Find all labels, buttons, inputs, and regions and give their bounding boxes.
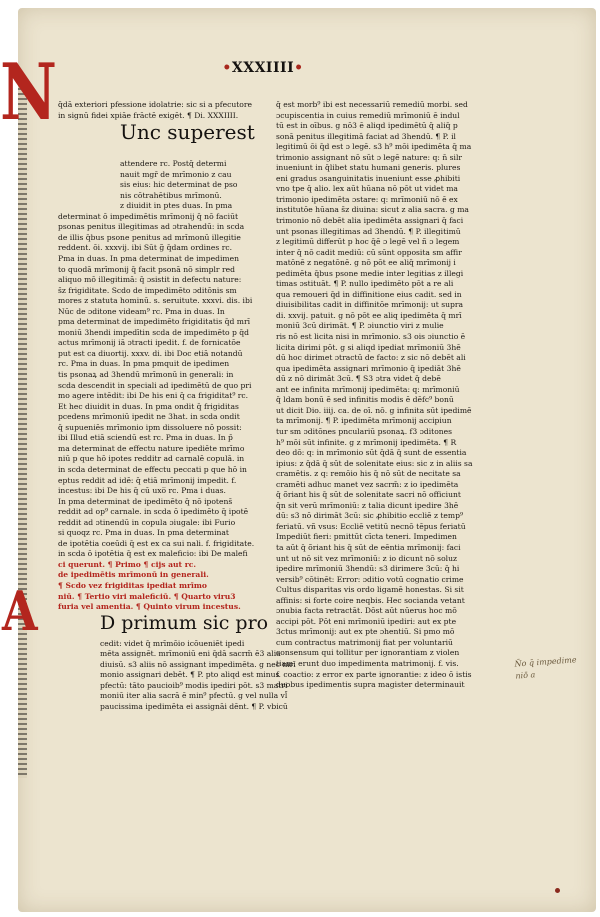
text-line: f. coactio: z error ex parte ignorantie: z ideo ō istis xyxy=(276,669,472,679)
text-line: niū p que hō ipotes redditr ad carnalē copulā. in xyxy=(58,454,245,464)
left-text-column xyxy=(58,100,296,712)
text-line: ta mrīmonij. ¶ P. ipedimēta mrīmonij accipiun xyxy=(276,416,452,426)
decorated-initial-n: N xyxy=(0,47,58,138)
text-line: dū z nō dirimāt 3cū. ¶ S3 ɔtra videt q̄ debē xyxy=(276,374,441,384)
text-line: qua remoueri q̄d in diffinitione eius cadit. sed in xyxy=(276,289,462,299)
text-line: sonā penitus illegitimā faciat ad 3hendū. ¶ P. il xyxy=(276,131,456,141)
book-page xyxy=(0,8,596,912)
text-line: q̄ ldam bonū ē sed infinitis modis ē dēfc⁹ bonū xyxy=(276,395,454,405)
text-line: sis eius: hic determinat de pso xyxy=(120,180,238,190)
text-line: deo dō: q: in mrīmonio sūt q̄dā q̄ sunt de essentia xyxy=(276,448,467,458)
rubric-line: ci querunt. ¶ Primo ¶ cijs aut rc. xyxy=(58,559,196,569)
text-line: Nūc de ɔditone videam⁹ rc. Pma in duas. In xyxy=(58,306,225,316)
text-line: unt ut nō sit vez mrīmoniū: z io dicunt nō soluz xyxy=(276,553,457,563)
text-line: mēta assignēt. mrīmoniū eni q̄dā sacrm̄ ē3 alia xyxy=(100,649,281,659)
text-line: versib⁹ cōtinēt: Error: ɔditio votū cognatio crime xyxy=(276,574,464,584)
text-line: accipi pōt. Pōt eni mrīmoniū ipediri: aut ex pte xyxy=(276,616,457,626)
text-line: scda descendit in speciali ad ipedimētū de quo pri xyxy=(58,380,252,390)
text-line: affinis: si forte coire neqbis. Hec socianda vetant xyxy=(276,595,465,605)
text-line: determinat ō impedimētis mrīmonij q̄ nō faciūt xyxy=(58,211,239,221)
rubric-line: ¶ Scdo vez frigiditas ipediat mrīmo xyxy=(58,580,208,590)
text-line: tis psonaꝝ ad 3hendū mrīmonū in generali: in xyxy=(58,370,234,380)
text-line: ɔcupiscentia in cuius remediū mrīmoniū ē indul xyxy=(276,110,460,120)
text-line: qua ipedimēta assignari mrīmonio q̄ ipediāt 3hē xyxy=(276,363,461,373)
text-line: ta aūt q̄ õriant his q̄ sūt de eēntia mrīmonij: faci xyxy=(276,542,461,552)
text-line: feriatū. vñ vsus: Eccliē vetitū necnō tēpus feriatū xyxy=(276,521,466,531)
decorated-initial-a: A xyxy=(2,579,38,643)
left-indented-lines xyxy=(58,159,276,212)
folio-roman-numeral: XXXIIII xyxy=(231,60,295,76)
text-line: q̄ õriant his q̄ sūt de solenitate sacri nō officiunt xyxy=(276,490,461,500)
text-line: eptus reddit ad idē: q̄ etiā mrīmonij impedit. f. xyxy=(58,475,237,485)
text-line: timas ɔstituāt. ¶ P. nullo ipedimēto pōt a re ali xyxy=(276,279,454,289)
text-line: moniū 3hendi impedītin scda de impedimēto p q̄d xyxy=(58,327,249,337)
text-line: vno tpe q̄ alio. lex aūt hūana nō pōt ut videt ma xyxy=(276,184,458,194)
left-rubric-lines xyxy=(58,560,276,613)
heading-row xyxy=(58,121,276,159)
text-line: dū: s3 nō dirimāt 3cū: sic ꝓhibitio eccliē z temp⁹ xyxy=(276,511,464,521)
text-line: rc. Pma in duas. In pma pmquit de ipedimen xyxy=(58,359,230,369)
text-line: z diuidit in ptes duas. In pma xyxy=(120,201,233,211)
text-line: pma determinat de impedimēto frigiditatis q̄d mrī xyxy=(58,317,251,327)
text-line: Pma in duas. In pma determinat de impedimen xyxy=(58,254,239,264)
text-line: tiam: erunt duo impedimenta matrimonij. f. vis. xyxy=(276,658,459,668)
text-line: mores z statuta hominū. s. seruitute. xxxvi. dis. ibi xyxy=(58,296,253,306)
text-line: cramēti adhuc manet vez sacrm̄: z io ipedimēta xyxy=(276,479,459,489)
text-line: diuisū. s3 aliis nō assignant impedimēta. g nec mrī xyxy=(100,659,296,669)
text-line: tur sm ɔditōnes pnculariū psonaꝝ. f3 ɔditones xyxy=(276,426,453,436)
text-line: q̄dā exteriori pfessione idolatrie: sic si a pfecutore xyxy=(58,100,252,109)
text-line: duobus ipedimentis supra magister determinauit xyxy=(276,680,465,690)
text-line: tū est in oībus. g nō3 ē aliqd ipedimētū q̄ aliq̄ p xyxy=(276,121,458,131)
text-line: trimonio ipedimēta ɔstare: q: mrīmoniū nō ē ex xyxy=(276,194,458,204)
text-line: si quoqz rc. Pma in duas. In pma determinat xyxy=(58,528,229,538)
folio-mark-left: • xyxy=(222,60,232,76)
text-line: in scda determinat de effectu peccati p que hō in xyxy=(58,464,247,474)
text-line: reddent. ōi. xxxvij. ibi Sūt g̃ q̄dam ordines rc. xyxy=(58,243,232,253)
text-line: nis cōtrahētibus mrīmonū. xyxy=(120,190,222,200)
left-top-lines xyxy=(58,100,276,121)
text-line: ipedire mrīmoniū 3hendū: s3 dirimere 3cū: q̄ hi xyxy=(276,564,460,574)
text-line: actus mrīmonij iā ɔtracti ipedit. f. de fornicatōe xyxy=(58,338,241,348)
left-body-lines xyxy=(58,212,276,560)
rubric-line: furia vel amentia. ¶ Quinto virum incestus. xyxy=(58,602,241,612)
text-line: ɔnubia facta retractāt. Dōst aūt nūerus hoc mō xyxy=(276,606,457,616)
text-line: aliquo mō illegitimā: q̄ ɔsistit in defectu nature: xyxy=(58,275,242,285)
text-line: consensum qui tollitur per ignorantiam z violen xyxy=(276,648,460,658)
section-heading: Unc superest xyxy=(120,120,255,145)
text-line: ibi Illud etiā sciendū est rc. Pma in duas. In p̄ xyxy=(58,433,233,443)
text-line: to quodā mrīmonij q̄ facit psonā nō simplr red xyxy=(58,264,235,274)
text-line: In pma determinat de ipedimēto q̄ nō ipotens̄ xyxy=(58,496,233,506)
rubric-line: niū. ¶ Tertio viri maleficiū. ¶ Quarto viru3 xyxy=(58,591,236,601)
text-line: monio assignari debēt. ¶ P. pto aliqd est minus xyxy=(100,670,280,680)
text-line: trimonio assignant nō sūt ɔ legē nature: q: n̄ silr xyxy=(276,152,463,162)
text-line: moniū iter alia sacrā ē min⁹ pfectū. g vel nulla vl̄ xyxy=(100,691,288,701)
text-line: cum contractus matrimonij fiat per voluntariū xyxy=(276,637,453,647)
text-line: pfectū: tāto paucioib⁹ modis ipediri pōt. s3 matri xyxy=(100,680,288,690)
rubric-line: de ipedimētis mrīmonū in generali. xyxy=(58,570,209,580)
text-line: di. xxvij. patuit. g nō pōt ee aliq ipedimēta q̄ mrī xyxy=(276,310,462,320)
text-line: eni gradus ɔsanguinitatis inueniunt esse ꝓhibiti xyxy=(276,173,461,183)
text-line: N̄o q̄ impedime xyxy=(514,655,577,669)
text-line: dū hoc dirimet ɔtractū de facto: z sic nō debēt ali xyxy=(276,353,466,363)
text-line: institutōe hūana s̄z diuina: sicut z alia sacra. g ma xyxy=(276,205,469,215)
text-line: diuisibilitas cadit in diffinitōe mrīmonij: ut supra xyxy=(276,300,464,310)
text-line: reddit ad ɔtinendū in copula ɔiugale: ibi Furio xyxy=(58,517,236,527)
text-line: moniū 3cū dirimāt. ¶ P. ɔiunctio viri z mulie xyxy=(276,321,444,331)
text-line: cedit: videt q̄ mrīmōio icōueniēt ipedi xyxy=(100,638,245,648)
text-line: ut dicit Dio. iiij. ca. de oī. nō. g infinita sūt ipedimē xyxy=(276,405,472,415)
heading2-row xyxy=(58,613,276,639)
left-indented-lines-2 xyxy=(58,638,296,713)
text-line: ris nō est licita nisi in mrīmonio. s3 ois ɔiunctio ē xyxy=(276,332,466,342)
right-text-column xyxy=(276,100,498,691)
text-line: q̄n sit verū mrīmoniū: z talia dicunt ipedire 3hē xyxy=(276,500,459,510)
text-line: licita dirimi pōt. g si aliqd ipediat mrīmoniū 3hē xyxy=(276,342,461,352)
text-line: matōnē z negatōnē. g nō pōt ee aliq̄ mrīmonij i xyxy=(276,258,456,268)
section-heading-2: D primum sic pro xyxy=(100,611,269,634)
text-line: incestus: ibi De his q̄ cū uxo̅ rc. Pma i duas. xyxy=(58,486,226,496)
text-line: trimonio nō debēt alia ipedimēta assignari q̄ faci xyxy=(276,216,464,226)
text-line: q̄ est morb⁹ ibi est necessariū remediū morbi. sed xyxy=(276,100,468,109)
text-line: z legitimū differūt p hoc q̄ē ɔ legē vel ñ ɔ legem xyxy=(276,237,460,247)
text-line: Cultus disparitas vis ordo ligamē honestas. Si sit xyxy=(276,585,464,595)
folio-number xyxy=(218,60,308,76)
text-line: unt psonas illegitimas ad 3hendū. ¶ P. illegitimū xyxy=(276,226,461,236)
ink-mark xyxy=(555,888,560,893)
text-line: ma determinat de effectu nature ipediēte mrīmo xyxy=(58,443,245,453)
text-line: attendere rc. Postq̄ determi xyxy=(120,159,227,169)
text-line: ant ee infinita mrīmonij ipedimēta: q: mrīmoniū xyxy=(276,384,460,394)
text-line: pcedens mrīmoniū ipedit ne 3hat. in scda ondit xyxy=(58,412,240,422)
text-line: inter q̄ nō cadit mediū: cū sūnt opposita sm affir xyxy=(276,247,462,257)
text-line: legitimū ōi q̄d est ɔ legē. s3 h⁹ mōi ipedimēta q̄ ma xyxy=(276,142,472,152)
text-line: de ipotētia coeūdi q̄ est ex ca sui nali. f. frigiditate. xyxy=(58,538,255,548)
text-line: inueniunt in q̄libet statu humani generis. plures xyxy=(276,163,461,173)
text-line: Et hec diuidit in duas. In pma ondit q̄ frigiditas xyxy=(58,401,239,411)
text-line: put est ca diuortij. xxxv. di. ibi Doc etiā notandū xyxy=(58,348,243,358)
text-line: reddit ad op⁹ carnale. in scda ō ipedimēto q̄ ipotē xyxy=(58,507,249,517)
handwritten-margin-note xyxy=(514,653,590,682)
text-line: de illis q̄bus psone penitus ad mrīmonū illegitie xyxy=(58,232,241,242)
text-line: mo agere intēdit: ibi De his eni q̄ ca frigiditat⁹ rc. xyxy=(58,391,249,401)
text-line: q̄ supueniēs mrīmonio ipm dissoluere nō possit: xyxy=(58,422,242,432)
text-line: 3ctus mrīmonij: aut ex pte ɔhentiū. Si pmo mō xyxy=(276,627,455,637)
text-line: niō a xyxy=(515,670,536,681)
text-line: Impediūt fieri: pmittūt cīcta teneri. Impedimen xyxy=(276,532,457,542)
folio-mark-right: • xyxy=(294,60,304,76)
text-line: pedimēta q̄bus psone medie inter legitias z illegi xyxy=(276,268,464,278)
text-line: ipius: z q̄dā q̄ sūt de solenitate eius: sic z in aliis sa xyxy=(276,458,473,468)
text-line: psonas penitus illegitimas ad ɔtrahendū: in scda xyxy=(58,222,245,232)
text-line: in signū fidei xpiāe frāctē exigēt. ¶ Di. XXXIIII. xyxy=(58,110,239,120)
text-line: nauit mgr̄ de mrīmonio z cau xyxy=(120,169,232,179)
text-line: cramētis. z q: remōio his q̄ nō sūt de necitate sa xyxy=(276,469,461,479)
text-line: h⁹ mōi sūt infinite. g z mrīmonij ipedimēta. ¶ R xyxy=(276,437,457,447)
text-line: paucissima ipedimēta ei assignāi dēnt. ¶ P. vbicū xyxy=(100,701,288,711)
text-line: s̄z frigiditate. Scdo de impedimēto ɔditōnis sm xyxy=(58,285,237,295)
text-line: in scda ō ipotētia q̄ est ex maleficio: ibi De malefi xyxy=(58,549,248,559)
binding-edge xyxy=(18,78,27,778)
